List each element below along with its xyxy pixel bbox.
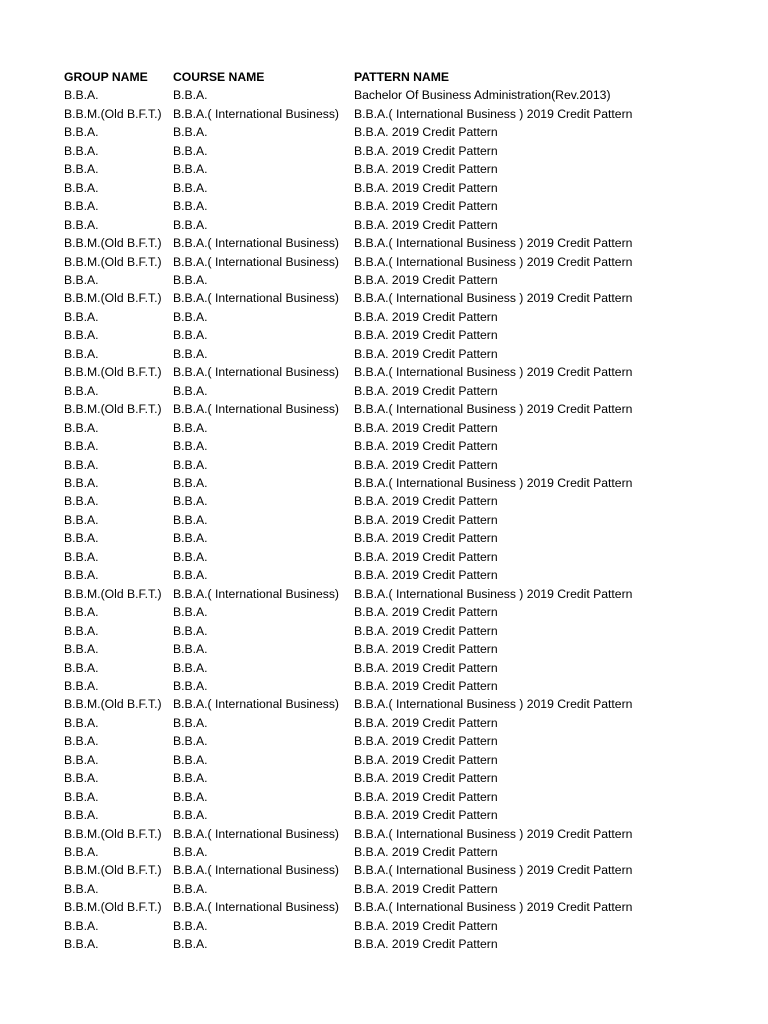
pattern-name-cell: B.B.A.( International Business ) 2019 Credit Pattern [354, 365, 633, 380]
group-name-cell: B.B.M.(Old B.F.T.) [64, 863, 162, 878]
group-name-cell: B.B.A. [64, 383, 99, 398]
group-name-cell: B.B.M.(Old B.F.T.) [64, 826, 162, 841]
course-name-cell: B.B.A. [173, 162, 208, 177]
group-name-cell: B.B.A. [64, 623, 99, 638]
table-row [64, 861, 754, 879]
course-name-cell: B.B.A. [173, 457, 208, 472]
pattern-name-cell: B.B.A. 2019 Credit Pattern [354, 918, 498, 933]
group-name-cell: B.B.A. [64, 918, 99, 933]
course-name-cell: B.B.A.( International Business) [173, 697, 339, 712]
pattern-name-cell: B.B.A. 2019 Credit Pattern [354, 642, 498, 657]
course-name-cell: B.B.A. [173, 568, 208, 583]
course-name-cell: B.B.A. [173, 918, 208, 933]
course-name-cell: B.B.A. [173, 494, 208, 509]
table-row [64, 695, 754, 713]
table-row [64, 142, 754, 160]
table-row [64, 400, 754, 418]
pattern-name-cell: B.B.A. 2019 Credit Pattern [354, 309, 498, 324]
pattern-name-cell: B.B.A. 2019 Credit Pattern [354, 420, 498, 435]
course-name-cell: B.B.A.( International Business) [173, 236, 339, 251]
group-name-cell: B.B.M.(Old B.F.T.) [64, 365, 162, 380]
pattern-name-cell: B.B.A.( International Business ) 2019 Credit Pattern [354, 475, 633, 490]
table-row [64, 659, 754, 677]
group-name-cell: B.B.A. [64, 881, 99, 896]
pattern-name-cell: B.B.A. 2019 Credit Pattern [354, 734, 498, 749]
pattern-name-cell: B.B.A. 2019 Credit Pattern [354, 512, 498, 527]
table-row [64, 456, 754, 474]
table-row [64, 326, 754, 344]
pattern-name-cell: B.B.A. 2019 Credit Pattern [354, 549, 498, 564]
pattern-name-cell: B.B.A. 2019 Credit Pattern [354, 328, 498, 343]
group-name-cell: B.B.A. [64, 752, 99, 767]
course-name-header: COURSE NAME [173, 70, 265, 84]
course-name-cell: B.B.A. [173, 475, 208, 490]
course-name-cell: B.B.A.( International Business) [173, 586, 339, 601]
table-row [64, 345, 754, 363]
table-row [64, 788, 754, 806]
table-row [64, 585, 754, 603]
table-row [64, 105, 754, 123]
course-name-cell: B.B.A. [173, 272, 208, 287]
group-name-cell: B.B.A. [64, 512, 99, 527]
pattern-name-cell: B.B.A. 2019 Credit Pattern [354, 531, 498, 546]
course-name-cell: B.B.A. [173, 605, 208, 620]
table-row [64, 622, 754, 640]
group-name-cell: B.B.A. [64, 845, 99, 860]
table-row [64, 271, 754, 289]
pattern-name-cell: B.B.A. 2019 Credit Pattern [354, 937, 498, 952]
group-name-header: GROUP NAME [64, 70, 148, 84]
table-row [64, 216, 754, 234]
course-name-cell: B.B.A.( International Business) [173, 365, 339, 380]
table-row [64, 382, 754, 400]
group-name-cell: B.B.A. [64, 217, 99, 232]
pattern-name-cell: B.B.A. 2019 Credit Pattern [354, 715, 498, 730]
pattern-name-cell: Bachelor Of Business Administration(Rev.2013) [354, 88, 611, 103]
group-name-cell: B.B.A. [64, 734, 99, 749]
table-row [64, 898, 754, 916]
pattern-name-cell: B.B.A.( International Business ) 2019 Credit Pattern [354, 586, 633, 601]
course-name-cell: B.B.A. [173, 420, 208, 435]
course-name-cell: B.B.A. [173, 678, 208, 693]
table-row [64, 197, 754, 215]
pattern-name-header: PATTERN NAME [354, 70, 450, 84]
group-name-cell: B.B.A. [64, 143, 99, 158]
pattern-name-cell: B.B.A. 2019 Credit Pattern [354, 808, 498, 823]
pattern-name-cell: B.B.A.( International Business ) 2019 Credit Pattern [354, 863, 633, 878]
course-name-cell: B.B.A. [173, 512, 208, 527]
group-name-cell: B.B.A. [64, 789, 99, 804]
table-row [64, 234, 754, 252]
course-name-cell: B.B.A. [173, 660, 208, 675]
pattern-name-cell: B.B.A. 2019 Credit Pattern [354, 217, 498, 232]
group-name-cell: B.B.A. [64, 88, 99, 103]
course-name-cell: B.B.A. [173, 715, 208, 730]
course-name-cell: B.B.A. [173, 881, 208, 896]
pattern-name-cell: B.B.A. 2019 Credit Pattern [354, 881, 498, 896]
pattern-name-cell: B.B.A. 2019 Credit Pattern [354, 457, 498, 472]
pattern-name-cell: B.B.A.( International Business ) 2019 Credit Pattern [354, 900, 633, 915]
table-row [64, 86, 754, 104]
group-name-cell: B.B.A. [64, 568, 99, 583]
table-body [64, 86, 754, 953]
group-name-cell: B.B.A. [64, 125, 99, 140]
course-name-cell: B.B.A. [173, 309, 208, 324]
group-name-cell: B.B.A. [64, 420, 99, 435]
group-name-cell: B.B.A. [64, 771, 99, 786]
table-row [64, 437, 754, 455]
course-name-cell: B.B.A. [173, 439, 208, 454]
course-name-cell: B.B.A. [173, 549, 208, 564]
pattern-name-cell: B.B.A.( International Business ) 2019 Credit Pattern [354, 291, 633, 306]
course-name-cell: B.B.A. [173, 88, 208, 103]
course-name-cell: B.B.A. [173, 771, 208, 786]
pattern-name-cell: B.B.A. 2019 Credit Pattern [354, 125, 498, 140]
table-row [64, 363, 754, 381]
table-row [64, 566, 754, 584]
table-row [64, 843, 754, 861]
table-row [64, 123, 754, 141]
pattern-name-cell: B.B.A.( International Business ) 2019 Credit Pattern [354, 236, 633, 251]
header-row [64, 68, 754, 86]
group-name-cell: B.B.M.(Old B.F.T.) [64, 402, 162, 417]
table-row [64, 714, 754, 732]
course-name-cell: B.B.A. [173, 623, 208, 638]
group-name-cell: B.B.A. [64, 678, 99, 693]
table-row [64, 308, 754, 326]
group-name-cell: B.B.A. [64, 457, 99, 472]
table-row [64, 548, 754, 566]
pattern-name-cell: B.B.A.( International Business ) 2019 Credit Pattern [354, 402, 633, 417]
pattern-name-cell: B.B.A. 2019 Credit Pattern [354, 605, 498, 620]
group-name-cell: B.B.A. [64, 660, 99, 675]
pattern-name-cell: B.B.A.( International Business ) 2019 Credit Pattern [354, 826, 633, 841]
course-name-cell: B.B.A. [173, 845, 208, 860]
group-name-cell: B.B.M.(Old B.F.T.) [64, 236, 162, 251]
table-row [64, 253, 754, 271]
table-row [64, 640, 754, 658]
table-row [64, 511, 754, 529]
course-name-cell: B.B.A.( International Business) [173, 900, 339, 915]
table-row [64, 179, 754, 197]
pattern-name-cell: B.B.A. 2019 Credit Pattern [354, 346, 498, 361]
course-name-cell: B.B.A. [173, 217, 208, 232]
table-row [64, 492, 754, 510]
table-row [64, 419, 754, 437]
group-name-cell: B.B.A. [64, 439, 99, 454]
pattern-name-cell: B.B.A.( International Business ) 2019 Credit Pattern [354, 697, 633, 712]
pattern-name-cell: B.B.A. 2019 Credit Pattern [354, 623, 498, 638]
pattern-name-cell: B.B.A. 2019 Credit Pattern [354, 845, 498, 860]
course-name-cell: B.B.A. [173, 789, 208, 804]
table-row [64, 677, 754, 695]
pattern-name-cell: B.B.A. 2019 Credit Pattern [354, 162, 498, 177]
pattern-name-cell: B.B.A. 2019 Credit Pattern [354, 272, 498, 287]
course-name-cell: B.B.A. [173, 143, 208, 158]
table-row [64, 603, 754, 621]
table-row [64, 880, 754, 898]
group-name-cell: B.B.A. [64, 715, 99, 730]
table-row [64, 769, 754, 787]
course-name-cell: B.B.A. [173, 328, 208, 343]
pattern-name-cell: B.B.A. 2019 Credit Pattern [354, 752, 498, 767]
course-name-cell: B.B.A. [173, 937, 208, 952]
course-name-cell: B.B.A. [173, 642, 208, 657]
pattern-name-cell: B.B.A. 2019 Credit Pattern [354, 678, 498, 693]
course-name-cell: B.B.A.( International Business) [173, 106, 339, 121]
group-name-cell: B.B.M.(Old B.F.T.) [64, 291, 162, 306]
course-name-cell: B.B.A. [173, 346, 208, 361]
course-name-cell: B.B.A. [173, 383, 208, 398]
pattern-name-cell: B.B.A. 2019 Credit Pattern [354, 660, 498, 675]
table-row [64, 474, 754, 492]
table-row [64, 160, 754, 178]
group-name-cell: B.B.A. [64, 180, 99, 195]
group-name-cell: B.B.A. [64, 346, 99, 361]
group-name-cell: B.B.A. [64, 494, 99, 509]
group-name-cell: B.B.M.(Old B.F.T.) [64, 254, 162, 269]
group-name-cell: B.B.A. [64, 199, 99, 214]
table-row [64, 806, 754, 824]
pattern-name-cell: B.B.A. 2019 Credit Pattern [354, 494, 498, 509]
table-row [64, 917, 754, 935]
group-name-cell: B.B.A. [64, 309, 99, 324]
course-name-cell: B.B.A. [173, 752, 208, 767]
group-name-cell: B.B.A. [64, 605, 99, 620]
pattern-name-cell: B.B.A.( International Business ) 2019 Credit Pattern [354, 106, 633, 121]
course-name-cell: B.B.A. [173, 734, 208, 749]
pattern-name-cell: B.B.A. 2019 Credit Pattern [354, 568, 498, 583]
pattern-name-cell: B.B.A. 2019 Credit Pattern [354, 199, 498, 214]
table-row [64, 751, 754, 769]
course-name-cell: B.B.A. [173, 180, 208, 195]
table-row [64, 529, 754, 547]
pattern-name-cell: B.B.A. 2019 Credit Pattern [354, 789, 498, 804]
group-name-cell: B.B.A. [64, 531, 99, 546]
table-row [64, 732, 754, 750]
table-row [64, 289, 754, 307]
group-name-cell: B.B.A. [64, 272, 99, 287]
course-pattern-table [64, 68, 754, 954]
course-name-cell: B.B.A. [173, 125, 208, 140]
course-name-cell: B.B.A.( International Business) [173, 863, 339, 878]
group-name-cell: B.B.A. [64, 328, 99, 343]
group-name-cell: B.B.M.(Old B.F.T.) [64, 106, 162, 121]
course-name-cell: B.B.A.( International Business) [173, 826, 339, 841]
pattern-name-cell: B.B.A. 2019 Credit Pattern [354, 180, 498, 195]
pattern-name-cell: B.B.A. 2019 Credit Pattern [354, 771, 498, 786]
pattern-name-cell: B.B.A. 2019 Credit Pattern [354, 383, 498, 398]
group-name-cell: B.B.A. [64, 475, 99, 490]
group-name-cell: B.B.M.(Old B.F.T.) [64, 900, 162, 915]
group-name-cell: B.B.A. [64, 549, 99, 564]
pattern-name-cell: B.B.A. 2019 Credit Pattern [354, 143, 498, 158]
course-name-cell: B.B.A.( International Business) [173, 254, 339, 269]
group-name-cell: B.B.A. [64, 937, 99, 952]
course-name-cell: B.B.A. [173, 808, 208, 823]
course-name-cell: B.B.A.( International Business) [173, 402, 339, 417]
course-name-cell: B.B.A. [173, 531, 208, 546]
table-row [64, 825, 754, 843]
pattern-name-cell: B.B.A.( International Business ) 2019 Credit Pattern [354, 254, 633, 269]
group-name-cell: B.B.A. [64, 642, 99, 657]
course-name-cell: B.B.A. [173, 199, 208, 214]
spreadsheet-page [64, 68, 754, 954]
group-name-cell: B.B.A. [64, 162, 99, 177]
group-name-cell: B.B.M.(Old B.F.T.) [64, 586, 162, 601]
group-name-cell: B.B.M.(Old B.F.T.) [64, 697, 162, 712]
table-row [64, 935, 754, 953]
group-name-cell: B.B.A. [64, 808, 99, 823]
course-name-cell: B.B.A.( International Business) [173, 291, 339, 306]
pattern-name-cell: B.B.A. 2019 Credit Pattern [354, 439, 498, 454]
